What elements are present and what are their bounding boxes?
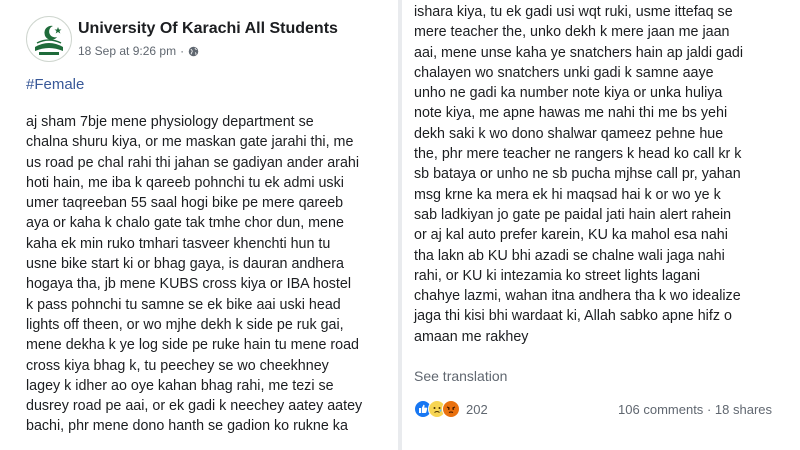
post-stats bbox=[618, 402, 772, 417]
stats-separator: · bbox=[706, 402, 712, 417]
body-line: dekh saki k wo dono shalwar qameez pehne hue bbox=[414, 125, 724, 142]
body-line: the, phr mere teacher ne rangers k head ko call kr k bbox=[414, 146, 742, 163]
body-line: mene dekha k ye log side pe ruke hain tu mene road bbox=[26, 337, 360, 354]
reactions-summary[interactable] bbox=[414, 400, 488, 418]
post-right-panel bbox=[402, 0, 800, 450]
reaction-count[interactable]: 202 bbox=[466, 401, 488, 417]
body-line: tha lakn ab KU bhi azadi se chalne wali jaga nahi bbox=[414, 247, 725, 264]
university-logo-icon bbox=[27, 17, 71, 61]
body-line: cross kiya bhag k, tu peechey se wo cheekhney bbox=[26, 357, 329, 374]
post-timestamp[interactable]: 18 Sep at 9:26 pm bbox=[78, 44, 177, 58]
body-line: hogaya tha, jb mene KUBS cross kiya or IBA hostel bbox=[26, 276, 352, 293]
body-line: hoti hain, me iba k qareeb pohnchi tu ek admi uski bbox=[26, 174, 344, 191]
body-line: k pass pohnchi tu samne se ek bike aai uski head bbox=[26, 296, 341, 313]
body-line: umer taqreeban 55 saal hogi bike pe mere qareeb bbox=[26, 195, 344, 212]
body-line: chalna shuru kiya, or me maskan gate jarahi thi, me bbox=[26, 134, 354, 151]
body-line: usne bike start ki or bhag gaya, is dauran andhera bbox=[26, 256, 344, 273]
post-left-panel bbox=[0, 0, 398, 450]
body-line: kaha ek min ruko tmhari tasveer khenchti hun tu bbox=[26, 235, 331, 252]
body-line: jaga thi kisi bhi wardaat ki, Allah sabko apne hifz o bbox=[414, 308, 732, 325]
body-line: lights off theen, or wo mjhe dekh k side pe ruk gai, bbox=[26, 316, 344, 333]
shares-count-link[interactable]: 18 shares bbox=[714, 402, 772, 417]
see-translation-link[interactable]: See translation bbox=[414, 368, 508, 384]
body-line: ishara kiya, tu ek gadi usi wqt ruki, usme ittefaq se bbox=[414, 4, 733, 20]
body-line: rahi, or KU ki intezamia ko street lights lagani bbox=[414, 267, 701, 284]
body-line: lagey k idher ao oye kahan bhag rahi, me tezi se bbox=[26, 377, 334, 394]
hashtag-link[interactable]: #Female bbox=[26, 76, 85, 93]
body-line: or aj kal auto prefer karein, KU ka mahol esa nahi bbox=[414, 227, 728, 244]
body-line: chahye lazmi, wahan itna andhera tha k wo idealize bbox=[414, 288, 741, 305]
body-line: sb bataya or unho ne sb pucha mjhse call pr, yahan bbox=[414, 166, 741, 183]
group-avatar[interactable] bbox=[26, 16, 72, 62]
body-line: chalayen wo snatchers unki gadi k samne aaye bbox=[414, 64, 714, 81]
post-body-continuation bbox=[414, 2, 794, 347]
angry-reaction-icon bbox=[442, 400, 460, 418]
body-line: dusrey road pe aai, or ek gadi k neechey aatey aatey bbox=[26, 398, 363, 415]
body-line: amaan me rakhey bbox=[414, 328, 529, 345]
body-line: note kiya, me apne hawas me nahi thi me bs yehi bbox=[414, 105, 728, 122]
group-name-link[interactable]: University Of Karachi All Students bbox=[78, 20, 338, 37]
globe-icon[interactable] bbox=[188, 46, 199, 57]
body-line: unho ne gadi ka number note kiya or unka huliya bbox=[414, 85, 723, 102]
body-line: sab ladkiyan jo gate pe paidal jati hain alert rahein bbox=[414, 206, 732, 223]
meta-separator: · bbox=[180, 44, 185, 58]
comments-count-link[interactable]: 106 comments bbox=[618, 402, 704, 417]
body-line: aya or kaha k chalo gate tak tmhe chor dun, mene bbox=[26, 215, 344, 232]
body-line: mere teacher the, unko dekh k mere jaan me jaan bbox=[414, 24, 730, 41]
post-body-text bbox=[26, 112, 396, 437]
body-line: msg krne ka mera ek hi maqsad hai k or wo ye k bbox=[414, 186, 721, 203]
body-line: us road pe chal rahi thi jahan se gadiyan ander arahi bbox=[26, 154, 360, 171]
body-line: bachi, phr mene dono hanth se gadion ko rukne ka bbox=[26, 418, 348, 435]
body-line: aj sham 7bje mene physiology department se bbox=[26, 114, 314, 130]
body-line: aai, mene unse kaha ye snatchers hain ap jaldi gadi bbox=[414, 44, 744, 61]
post-meta bbox=[78, 44, 199, 58]
